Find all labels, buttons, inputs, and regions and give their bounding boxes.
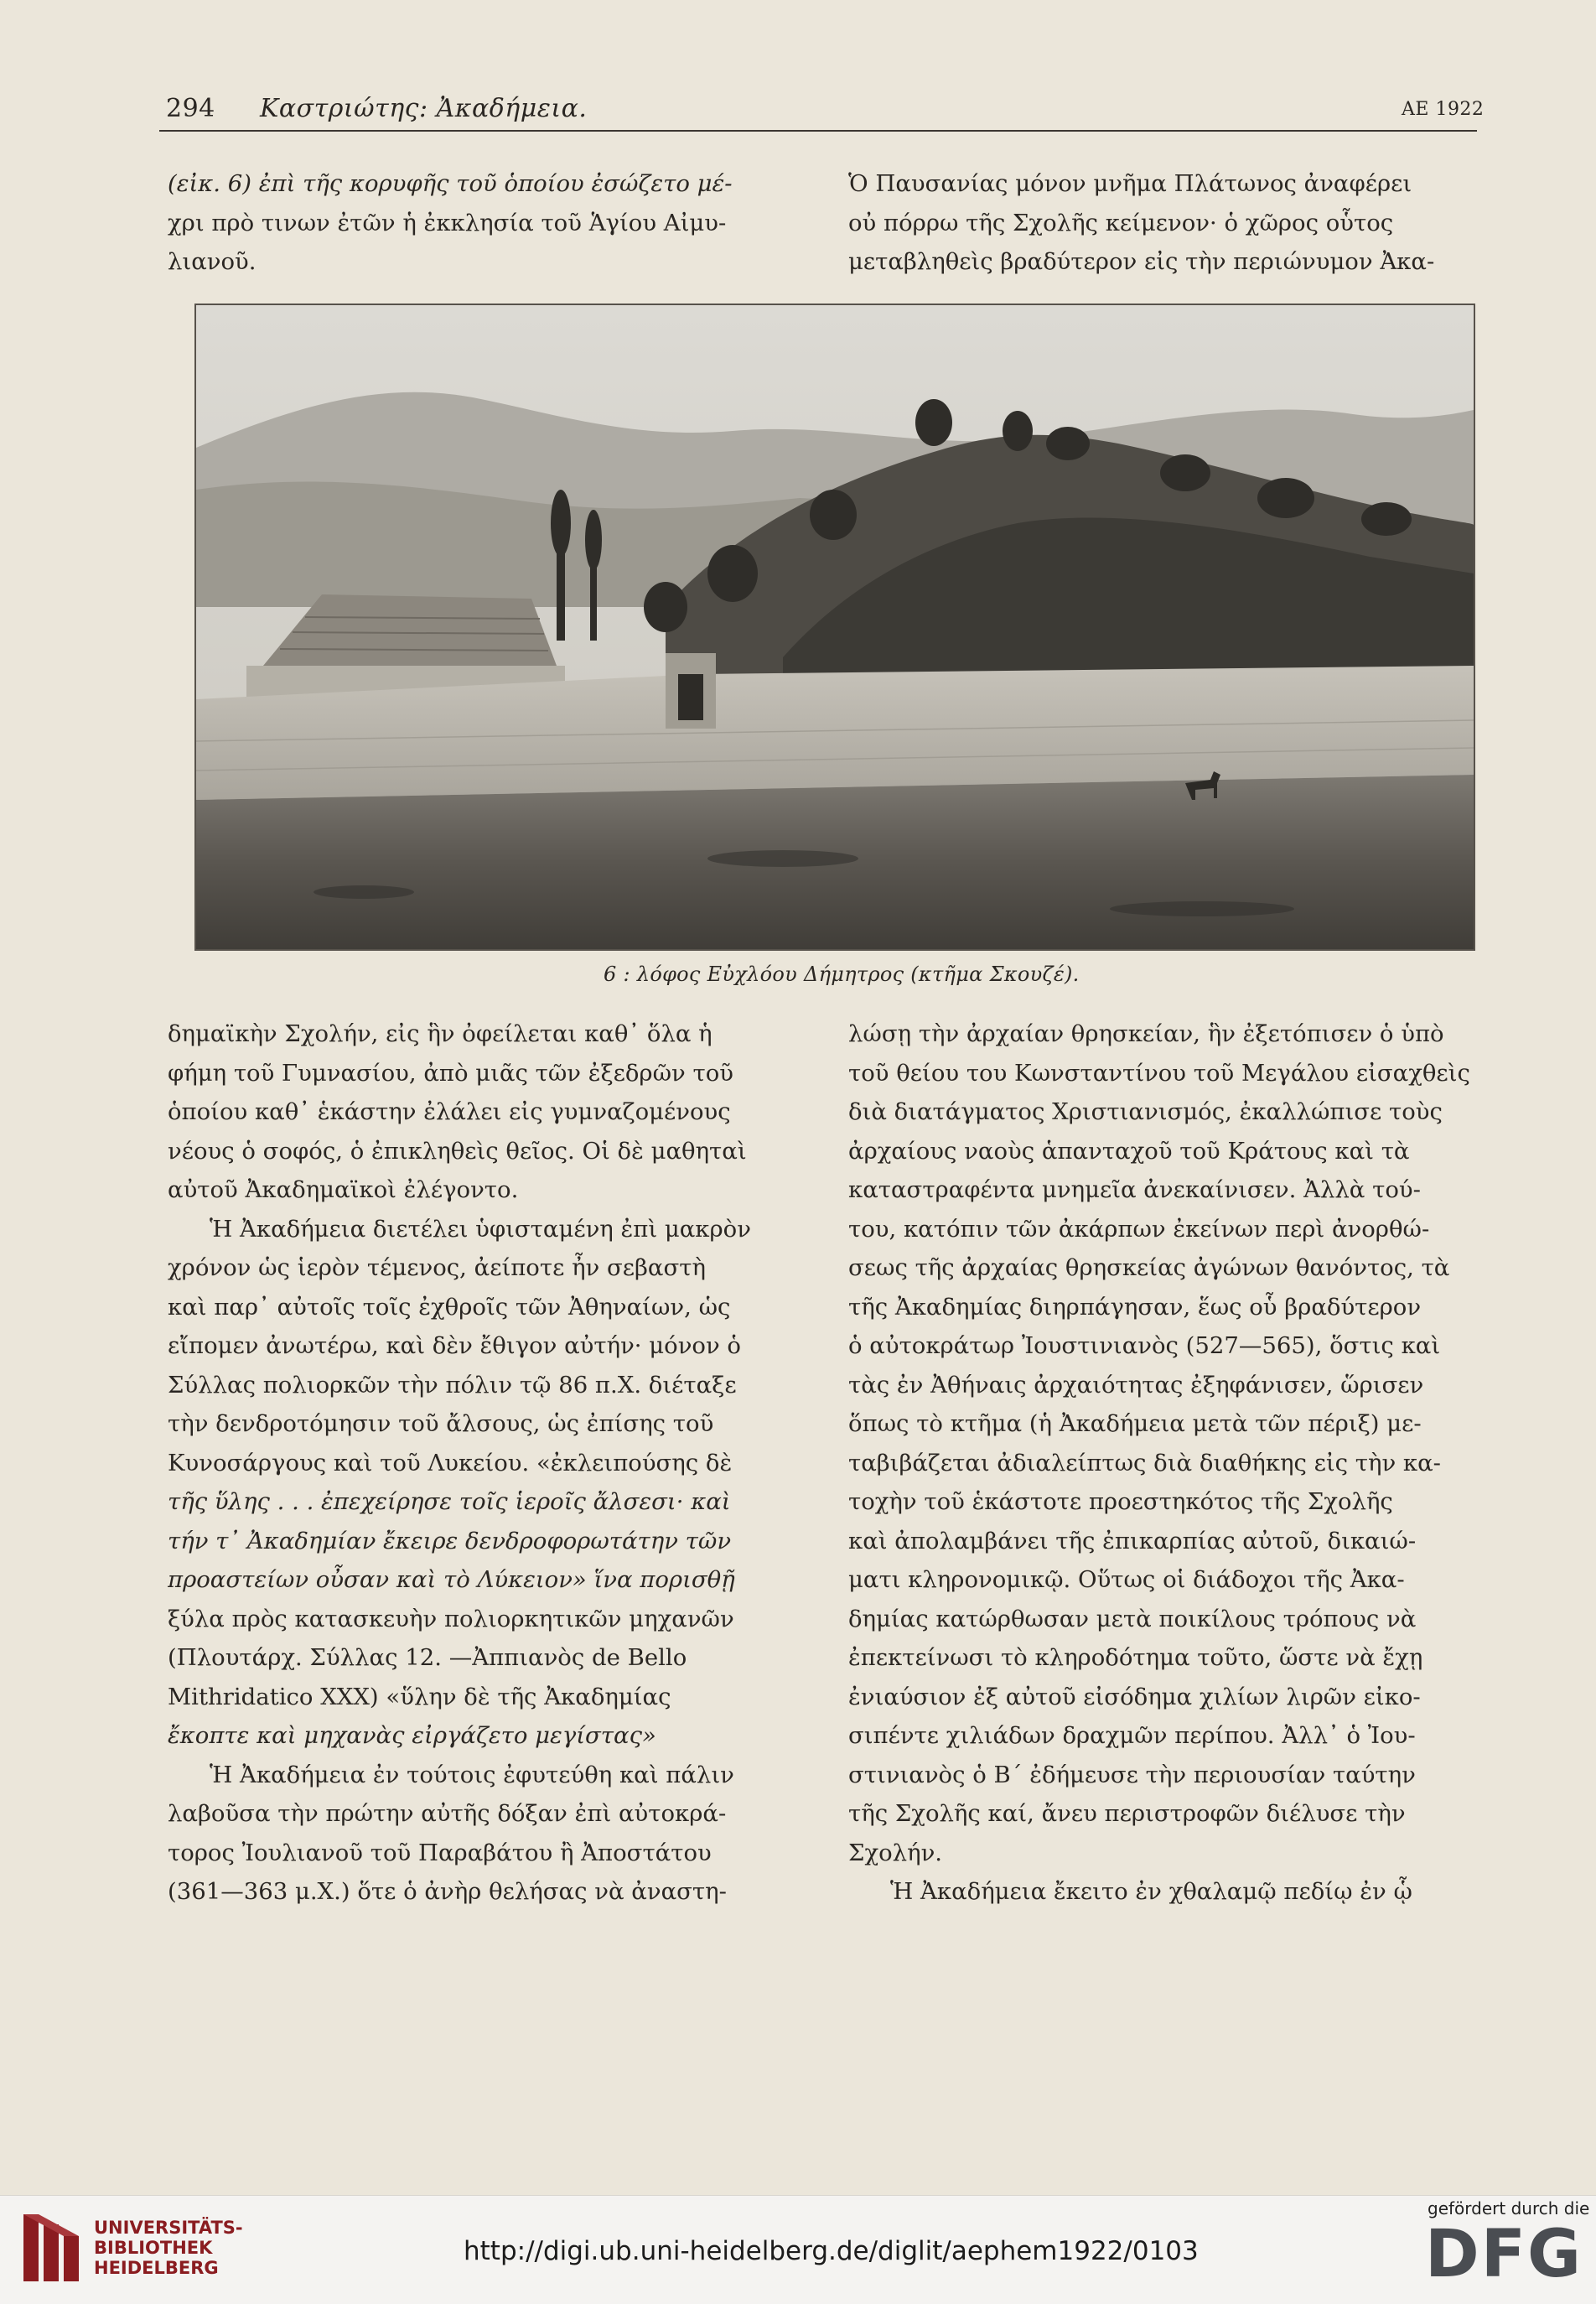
text-line: (εἰκ. 6) ἐπὶ τῆς κορυφῆς τοῦ ὁποίου ἐσώζετο μέ- [168, 170, 733, 197]
dfg-logo: DFG [1425, 2217, 1583, 2292]
text-line: τορος Ἰουλιανοῦ τοῦ Παραβάτου ἢ Ἀποστάτου [168, 1839, 712, 1866]
text-line: καὶ παρ᾽ αὐτοῖς τοῖς ἐχθροῖς τῶν Ἀθηναίων, ὡς [168, 1293, 731, 1321]
text-line: τῆς ὕλης . . . ἐπεχείρησε τοῖς ἱεροῖς ἄλσεσι· καὶ [168, 1488, 731, 1515]
text-line: ὅπως τὸ κτῆμα (ἡ Ἀκαδήμεια μετὰ τῶν πέριξ) με- [848, 1410, 1422, 1437]
text-line: νέους ὁ σοφός, ὁ ἐπικληθεὶς θεῖος. Οἱ δὲ μαθηταὶ [168, 1137, 747, 1165]
text-line: σεως τῆς ἀρχαίας θρησκείας ἀγώνων θανόντος, τὰ [848, 1254, 1450, 1281]
header-rule [159, 130, 1477, 132]
text-line: στινιανὸς ὁ Β´ ἐδήμευσε τὴν περιουσίαν ταύτην [848, 1761, 1416, 1788]
running-title: Καστριώτης: Ἀκαδήμεια. [260, 94, 588, 123]
text-line: τῆς Σχολῆς καί, ἄνευ περιστροφῶν διέλυσε τὴν [848, 1800, 1406, 1827]
journal-label: ΑΕ 1922 [1402, 99, 1485, 120]
library-line: UNIVERSITÄTS- [94, 2218, 243, 2238]
text-line: σιπέντε χιλιάδων δραχμῶν περίπου. Ἀλλ᾽ ὁ Ἰου- [848, 1722, 1416, 1749]
text-line: Σύλλας πολιορκῶν τὴν πόλιν τῷ 86 π.Χ. διέταξε [168, 1371, 737, 1398]
text-line: τήν τ᾽ Ἀκαδημίαν ἔκειρε δενδροφορωτάτην τῶν [168, 1527, 732, 1554]
text-line: τὰς ἐν Ἀθήναις ἀρχαιότητας ἐξηφάνισεν, ὥρισεν [848, 1371, 1424, 1398]
text-line: Ἡ Ἀκαδήμεια ἐν τούτοις ἐφυτεύθη καὶ πάλιν [210, 1761, 734, 1788]
text-line: Ἡ Ἀκαδήμεια ἔκειτο ἐν χθαλαμῷ πεδίῳ ἐν ᾧ [890, 1878, 1412, 1905]
top-left-text [168, 164, 784, 282]
text-line: δημαϊκὴν Σχολήν, εἰς ἣν ὀφείλεται καθ᾽ ὅλα ἡ [168, 1020, 712, 1047]
text-line: Ὁ Παυσανίας μόνον μνῆμα Πλάτωνος ἀναφέρει [848, 170, 1412, 197]
left-column [168, 1014, 784, 1912]
text-line: ἀρχαίους ναοὺς ἁπανταχοῦ τοῦ Κράτους καὶ τὰ [848, 1137, 1410, 1165]
library-line: HEIDELBERG [94, 2258, 219, 2278]
text-line: χρι πρὸ τινων ἐτῶν ἡ ἐκκλησία τοῦ Ἁγίου Αἰμυ- [168, 209, 727, 236]
text-line: Κυνοσάργους καὶ τοῦ Λυκείου. «ἐκλειπούσης δὲ [168, 1449, 733, 1476]
text-line: καὶ ἀπολαμβάνει τῆς ἐπικαρπίας αὐτοῦ, δικαιώ- [848, 1527, 1417, 1554]
text-line: φήμη τοῦ Γυμνασίου, ἀπὸ μιᾶς τῶν ἐξεδρῶν τοῦ [168, 1059, 733, 1087]
text-line: τῆς Ἀκαδημίας διηρπάγησαν, ἕως οὗ βραδύτερον [848, 1293, 1422, 1321]
text-line: τοῦ θείου του Κωνσταντίνου τοῦ Μεγάλου εἰσαχθεὶς [848, 1059, 1470, 1087]
text-line: ξύλα πρὸς κατασκευὴν πολιορκητικῶν μηχανῶν [168, 1605, 734, 1632]
page-number: 294 [166, 94, 215, 123]
text-line: (Πλουτάρχ. Σύλλας 12. —Ἀππιανὸς de Bello [168, 1644, 687, 1671]
text-line: του, κατόπιν τῶν ἀκάρπων ἐκείνων περὶ ἀνορθώ- [848, 1215, 1430, 1243]
text-line: Σχολήν. [848, 1839, 943, 1866]
text-line: λαβοῦσα τὴν πρώτην αὐτῆς δόξαν ἐπὶ αὐτοκρά- [168, 1800, 727, 1827]
text-line: χρόνον ὡς ἱερὸν τέμενος, ἀείποτε ἦν σεβαστὴ [168, 1254, 706, 1281]
text-line: ταβιβάζεται ἀδιαλείπτως διὰ διαθήκης εἰς τὴν κα- [848, 1449, 1441, 1476]
text-line: καταστραφέντα μνημεῖα ἀνεκαίνισεν. Ἀλλὰ τού- [848, 1176, 1421, 1203]
library-line: BIBLIOTHEK [94, 2238, 213, 2258]
source-url-link[interactable]: http://digi.ub.uni-heidelberg.de/diglit/aephem1922/0103 [464, 2236, 1199, 2266]
text-line: ἐπεκτείνωσι τὸ κληροδότημα τοῦτο, ὥστε νὰ ἔχῃ [848, 1644, 1423, 1671]
text-line: Mithridatico XXX) «ὕλην δὲ τῆς Ἀκαδημίας [168, 1683, 671, 1710]
text-line: ἐνιαύσιον ἐξ αὐτοῦ εἰσόδημα χιλίων λιρῶν εἰκο- [848, 1683, 1421, 1710]
text-line: τὴν δενδροτόμησιν τοῦ ἄλσους, ὡς ἐπίσης τοῦ [168, 1410, 714, 1437]
text-line: (361—363 μ.Χ.) ὅτε ὁ ἀνὴρ θελήσας νὰ ἀναστη- [168, 1878, 727, 1905]
hill-landscape-illustration [196, 305, 1474, 949]
top-right-text [848, 164, 1479, 282]
text-line: ὁ αὐτοκράτωρ Ἰουστινιανὸς (527—565), ὅστις καὶ [848, 1332, 1441, 1359]
library-name [94, 2218, 243, 2278]
right-column [848, 1014, 1479, 1912]
figure-caption: 6 : λόφος Εὐχλόου Δήμητρος (κτῆμα Σκουζέ). [604, 963, 1080, 986]
text-line: τοχὴν τοῦ ἑκάστοτε προεστηκότος τῆς Σχολῆς [848, 1488, 1393, 1515]
text-line: ἔκοπτε καὶ μηχανὰς εἰργάζετο μεγίστας» [168, 1722, 656, 1749]
text-line: αὐτοῦ Ἀκαδημαϊκοὶ ἐλέγοντο. [168, 1176, 519, 1203]
text-line: εἴπομεν ἀνωτέρω, καὶ δὲν ἔθιγον αὐτήν· μόνον ὁ [168, 1332, 741, 1359]
text-line: δημίας κατώρθωσαν μετὰ ποικίλους τρόπους νὰ [848, 1605, 1417, 1632]
library-logo-icon [20, 2208, 87, 2288]
text-line: προαστείων οὖσαν καὶ τὸ Λύκειον» ἵνα πορισθῇ [168, 1566, 735, 1593]
text-line: διὰ διατάγματος Χριστιανισμός, ἐκαλλώπισε τοὺς [848, 1098, 1443, 1125]
text-line: λιανοῦ. [168, 248, 256, 275]
text-line: οὐ πόρρω τῆς Σχολῆς κείμενον· ὁ χῶρος οὗτος [848, 209, 1394, 236]
text-line: μεταβληθεὶς βραδύτερον εἰς τὴν περιώνυμον Ἀκα- [848, 248, 1435, 275]
landscape-photo [194, 304, 1475, 951]
text-line: ὁποίου καθ᾽ ἑκάστην ἐλάλει εἰς γυμναζομένους [168, 1098, 731, 1125]
text-line: ματι κληρονομικῷ. Οὕτως οἱ διάδοχοι τῆς Ἀκα- [848, 1566, 1405, 1593]
text-line: Ἡ Ἀκαδήμεια διετέλει ὑφισταμένη ἐπὶ μακρὸν [210, 1215, 751, 1243]
funding-note: gefördert durch die [1428, 2198, 1590, 2218]
text-line: λώσῃ τὴν ἀρχαίαν θρησκείαν, ἣν ἐξετόπισεν ὁ ὑπὸ [848, 1020, 1444, 1047]
